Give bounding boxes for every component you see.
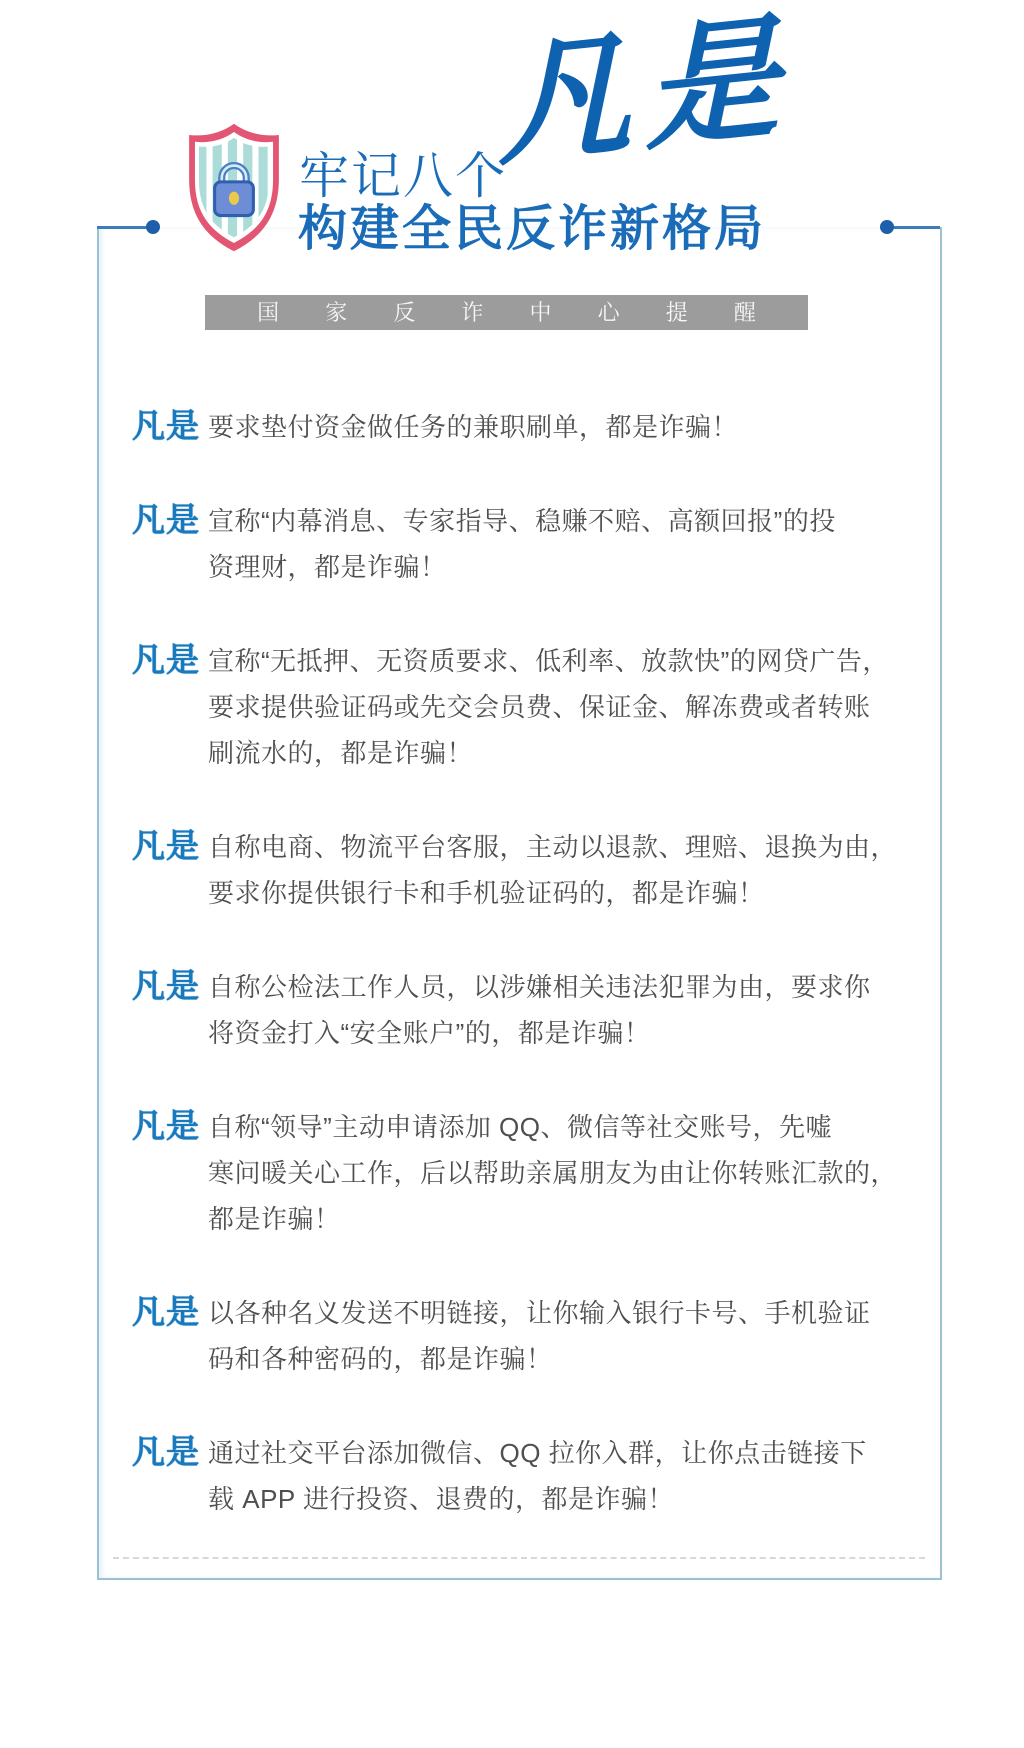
fanshi-label: 凡是 <box>132 501 200 538</box>
fanshi-item <box>132 1104 897 1242</box>
fanshi-item <box>132 404 897 450</box>
fanshi-text-line: 以各种名义发送不明链接，让你输入银行卡号、手机验证 <box>208 1298 871 1328</box>
fanshi-label: 凡是 <box>132 1293 200 1330</box>
top-left-dot <box>146 220 160 234</box>
fanshi-label: 凡是 <box>132 967 200 1004</box>
fanshi-text-line: 载 APP 进行投资、退费的，都是诈骗！ <box>208 1484 675 1514</box>
fanshi-text-line: 刷流水的，都是诈骗！ <box>208 738 474 768</box>
fanshi-text <box>208 1430 867 1522</box>
fanshi-text-line: 要求垫付资金做任务的兼职刷单，都是诈骗！ <box>208 412 739 442</box>
fanshi-text-line: 都是诈骗！ <box>208 1204 341 1234</box>
top-right-corner-line <box>890 226 940 229</box>
fanshi-text-line: 自称“领导”主动申请添加 QQ、微信等社交账号，先嘘 <box>208 1112 832 1142</box>
fanshi-text-line: 宣称“内幕消息、专家指导、稳赚不赔、高额回报”的投 <box>208 506 836 536</box>
fanshi-text-line: 将资金打入“安全账户”的，都是诈骗！ <box>208 1018 651 1048</box>
fanshi-item <box>132 1430 897 1522</box>
items-list <box>132 404 897 1570</box>
source-banner: 国 家 反 诈 中 心 提 醒 <box>205 295 808 330</box>
shield-lock-icon <box>183 118 285 256</box>
fanshi-label: 凡是 <box>132 407 200 444</box>
fanshi-text-line: 要求你提供银行卡和手机验证码的，都是诈骗！ <box>208 878 765 908</box>
fanshi-text <box>208 1104 897 1242</box>
fanshi-text <box>208 498 836 590</box>
title-prefix: 牢记八个 <box>299 148 507 204</box>
fanshi-item <box>132 638 897 776</box>
fanshi-item <box>132 824 897 916</box>
fanshi-item <box>132 498 897 590</box>
fanshi-text <box>208 824 897 916</box>
fanshi-text-line: 通过社交平台添加微信、QQ 拉你入群，让你点击链接下 <box>208 1438 867 1468</box>
fanshi-text <box>208 404 738 450</box>
fanshi-label: 凡是 <box>132 1433 200 1470</box>
fanshi-label: 凡是 <box>132 1107 200 1144</box>
top-right-dot <box>880 220 894 234</box>
fanshi-text-line: 寒问暖关心工作，后以帮助亲属朋友为由让你转账汇款的， <box>208 1158 898 1188</box>
fanshi-text-line: 自称公检法工作人员，以涉嫌相关违法犯罪为由，要求你 <box>208 972 871 1002</box>
fanshi-label: 凡是 <box>132 641 200 678</box>
fanshi-text-line: 资理财，都是诈骗！ <box>208 552 447 582</box>
fanshi-item <box>132 1290 897 1382</box>
top-left-corner-line <box>97 226 149 229</box>
title-highlight-calligraphy: 凡是 <box>494 1 795 183</box>
fanshi-text-line: 码和各种密码的，都是诈骗！ <box>208 1344 553 1374</box>
fanshi-label: 凡是 <box>132 827 200 864</box>
fanshi-item <box>132 964 897 1056</box>
fanshi-text-line: 自称电商、物流平台客服，主动以退款、理赔、退换为由， <box>208 832 898 862</box>
fanshi-text <box>208 964 871 1056</box>
fanshi-text-line: 要求提供验证码或先交会员费、保证金、解冻费或者转账 <box>208 692 871 722</box>
fanshi-text <box>208 638 889 776</box>
fanshi-text <box>208 1290 871 1382</box>
fanshi-text-line: 宣称“无抵押、无资质要求、低利率、放款快”的网贷广告， <box>208 646 889 676</box>
page-subtitle: 构建全民反诈新格局 <box>298 202 767 256</box>
